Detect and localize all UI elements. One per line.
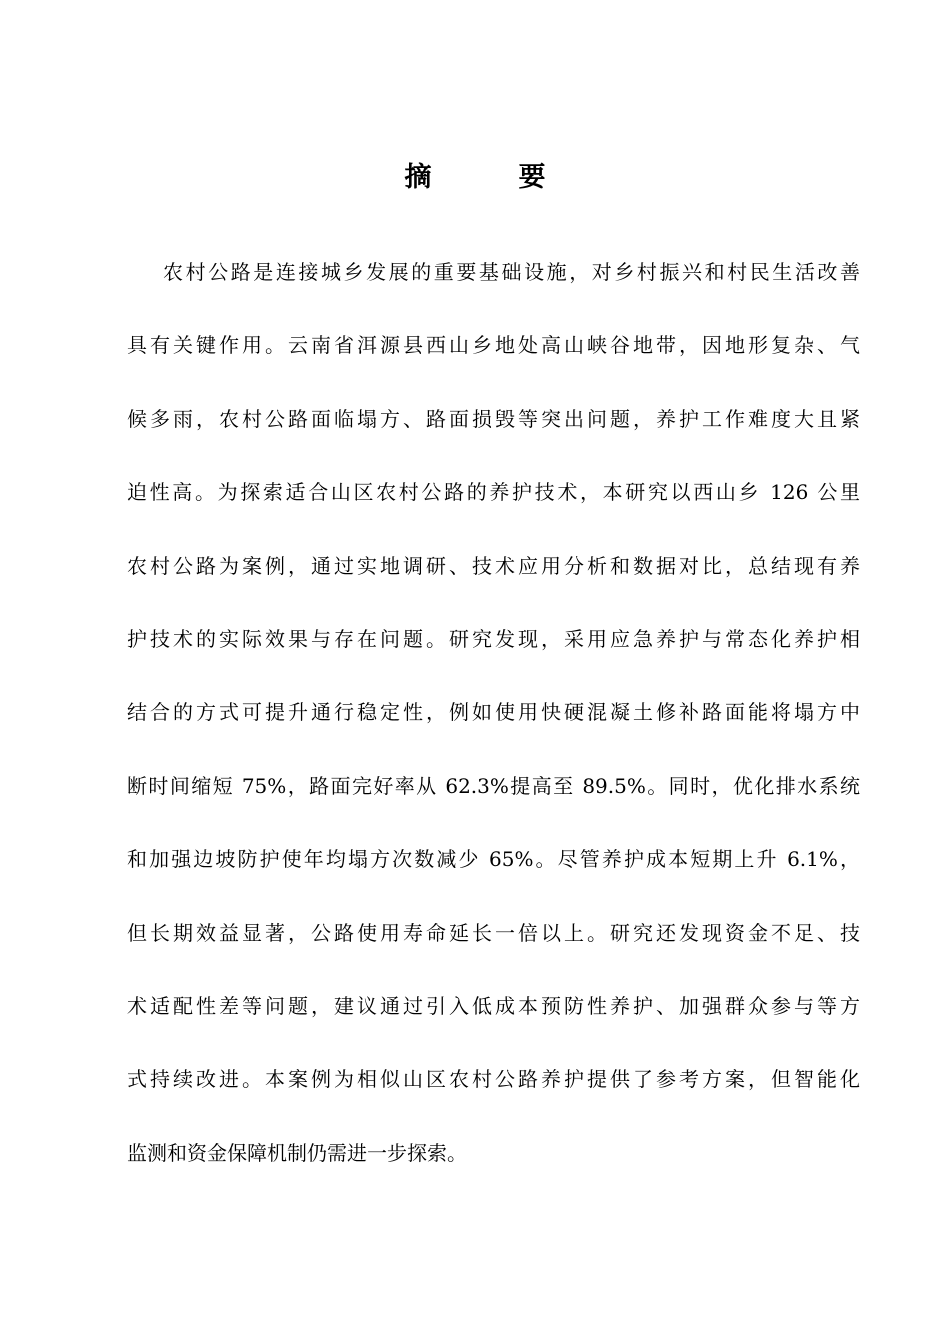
abstract-line: 护技术的实际效果与存在问题。研究发现，采用应急养护与常态化养护相 bbox=[127, 627, 860, 652]
abstract-line: 术适配性差等问题，建议通过引入低成本预防性养护、加强群众参与等方 bbox=[127, 994, 860, 1019]
abstract-line: 迫性高。为探索适合山区农村公路的养护技术，本研究以西山乡 126 公里 bbox=[127, 480, 860, 505]
abstract-line: 但长期效益显著，公路使用寿命延长一倍以上。研究还发现资金不足、技 bbox=[127, 920, 860, 945]
abstract-line: 和加强边坡防护使年均塌方次数减少 65%。尽管养护成本短期上升 6.1%， bbox=[127, 847, 860, 872]
abstract-body bbox=[127, 236, 860, 1190]
abstract-line: 结合的方式可提升通行稳定性，例如使用快硬混凝土修补路面能将塌方中 bbox=[127, 700, 860, 725]
abstract-line: 候多雨，农村公路面临塌方、路面损毁等突出问题，养护工作难度大且紧 bbox=[127, 406, 860, 431]
page-title: 摘 要 bbox=[404, 162, 576, 193]
abstract-line: 农村公路为案例，通过实地调研、技术应用分析和数据对比，总结现有养 bbox=[127, 553, 860, 578]
abstract-line: 断时间缩短 75%，路面完好率从 62.3%提高至 89.5%。同时，优化排水系统 bbox=[127, 773, 860, 798]
abstract-line: 农村公路是连接城乡发展的重要基础设施，对乡村振兴和村民生活改善 bbox=[163, 260, 860, 284]
abstract-line: 监测和资金保障机制仍需进一步探索。 bbox=[127, 1140, 467, 1165]
abstract-line: 具有关键作用。云南省洱源县西山乡地处高山峡谷地带，因地形复杂、气 bbox=[127, 333, 860, 358]
abstract-line: 式持续改进。本案例为相似山区农村公路养护提供了参考方案，但智能化 bbox=[127, 1067, 860, 1092]
